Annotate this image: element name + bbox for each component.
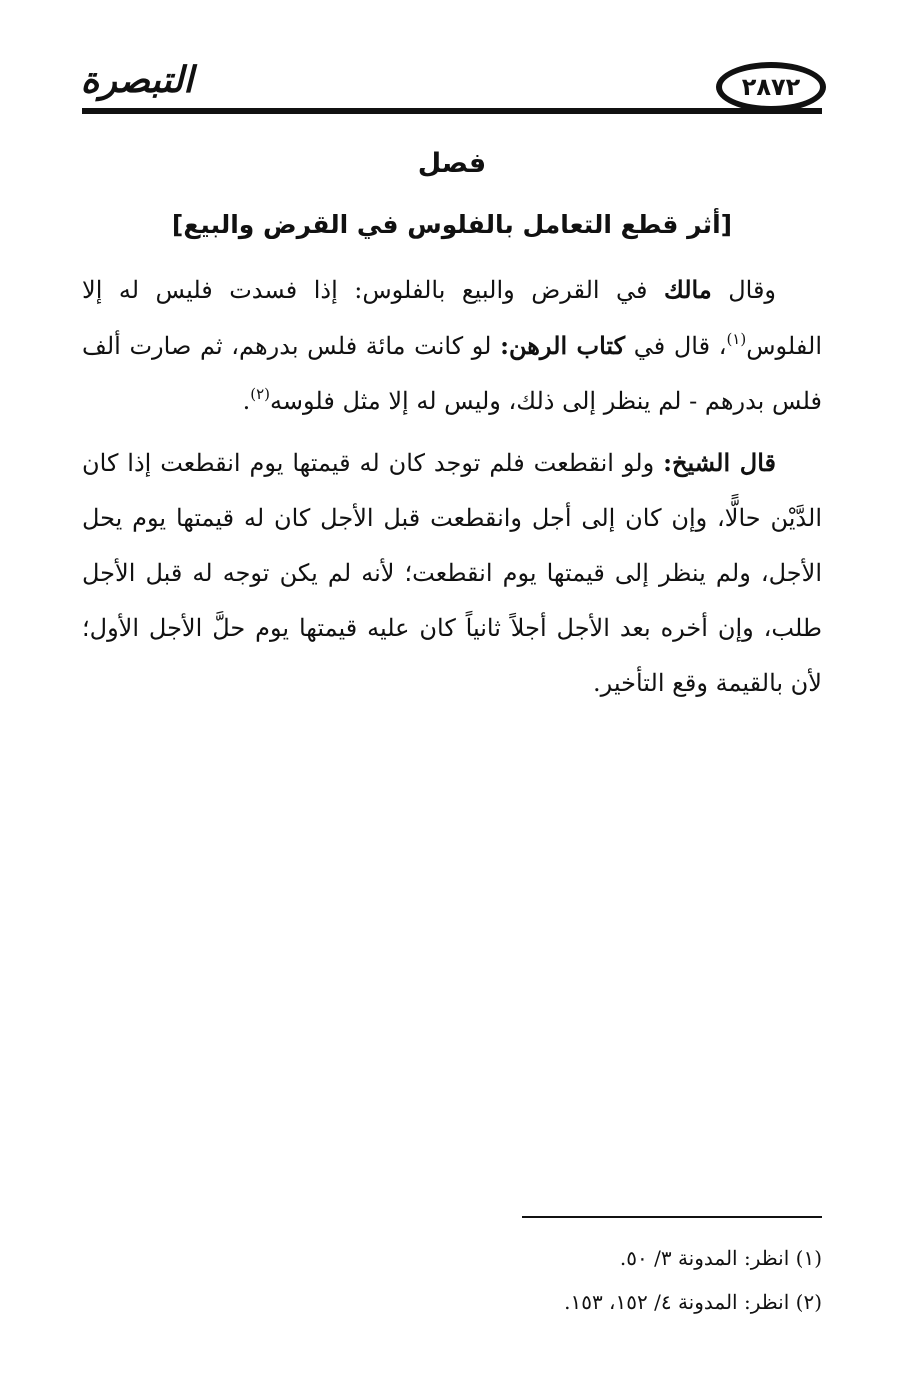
page-number-badge — [716, 62, 826, 112]
paragraph-1 — [82, 262, 822, 429]
book-title-logo: التبصرة — [80, 59, 194, 101]
footnote-2: (٢) انظر: المدونة ٤/ ١٥٢، ١٥٣. — [564, 1290, 822, 1314]
name-malik: مالك — [664, 275, 712, 304]
footnote-1: (١) انظر: المدونة ٣/ ٥٠. — [619, 1246, 822, 1270]
footnote-ref-2: (٢) — [250, 385, 271, 403]
paragraph-1-text-e: . — [242, 387, 251, 415]
paragraph-2 — [82, 435, 822, 711]
book-name-kitab-al-rahn: كتاب الرهن: — [500, 331, 626, 360]
page-number: ٢٨٧٢ — [741, 73, 801, 101]
footnote-ref-1: (١) — [726, 330, 747, 348]
paragraph-1-text-b: في القرض والبيع بالفلوس: إذا فسدت فليس له إلا الفلوس — [82, 276, 822, 360]
header-rule — [82, 108, 822, 114]
section-subtitle: [أثر قطع التعامل بالفلوس في القرض والبيع] — [171, 210, 733, 239]
paragraph-2-text: ولو انقطعت فلم توجد كان له قيمتها يوم انقطعت إذا كان الدَّيْن حالًّا، وإن كان إلى أجل وانقطعت قبل الأجل كان له قيمتها يوم يحل الأجل، ولم ينظر إلى قيمتها يوم انقطعت؛ لأنه لم يكن توجه له قبل الأجل طلب، وإن أخره بعد الأجل أجلاً ثانياً كان عليه قيمتها يوم حلَّ الأجل الأول؛ لأن بالقيمة وقع التأخير. — [82, 449, 822, 697]
body-text — [82, 262, 822, 717]
footnote-separator — [522, 1216, 822, 1218]
paragraph-1-text-c: ، قال في — [625, 332, 727, 360]
speaker-label: قال الشيخ: — [663, 448, 777, 477]
paragraph-1-text-d: لو كانت مائة فلس بدرهم، ثم صارت ألف فلس بدرهم - لم ينظر إلى ذلك، وليس له إلا مثل فلوسه — [82, 332, 822, 415]
footnotes — [82, 1236, 822, 1324]
section-title: فصل — [417, 148, 487, 179]
paragraph-1-text-a: وقال — [711, 276, 777, 304]
